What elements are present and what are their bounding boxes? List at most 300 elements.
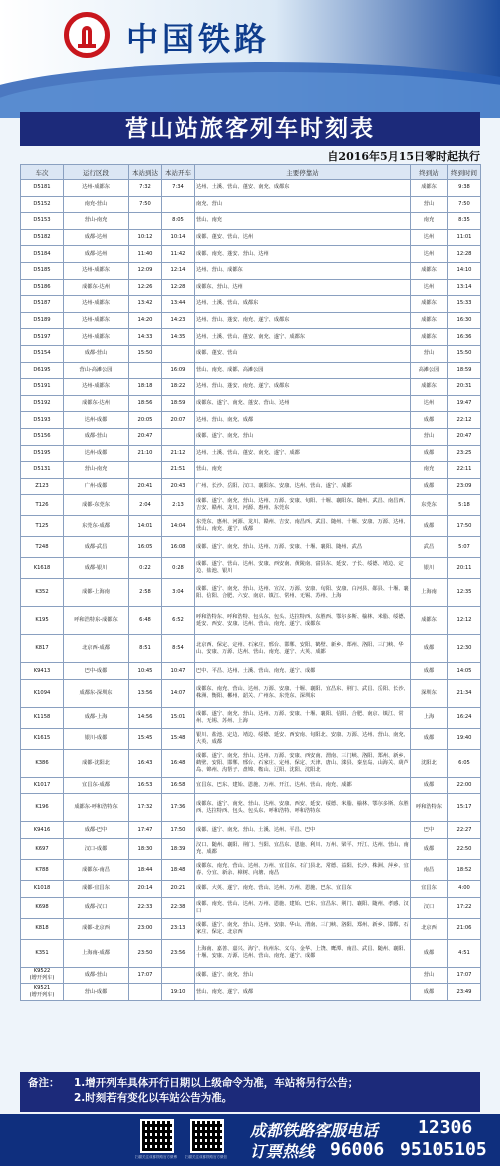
table-row: [21, 537, 481, 558]
terminal-time-cell: 22:12: [448, 412, 481, 429]
route-cell: 成都-上海: [64, 707, 129, 728]
departure-time-cell: 23:13: [162, 918, 195, 939]
route-cell: 成都-汉口: [64, 897, 129, 918]
train-number-cell: K697: [21, 839, 64, 860]
terminal-time-cell: 22:11: [448, 462, 481, 479]
route-cell: 南充-营山: [64, 196, 129, 213]
route-cell: 成都-巴中: [64, 822, 129, 839]
stops-cell: 呼和浩特东、呼和浩特、包头东、包头、达拉特西、东胜西、鄂尔多斯、榆林、米脂、绥德、延安、西安、安康、达州、营山、南充、遂宁、成都东: [195, 607, 411, 635]
departure-time-cell: 18:39: [162, 839, 195, 860]
stops-cell: 成都、遂宁、南充、营山、土溪、达州、平昌、巴中: [195, 822, 411, 839]
phone-number: 12306: [418, 1117, 473, 1138]
terminal-time-cell: 12:12: [448, 607, 481, 635]
departure-time-cell: 17:36: [162, 794, 195, 822]
departure-time-cell: 10:14: [162, 229, 195, 246]
terminal-cell: 成都: [411, 445, 448, 462]
table-row: [21, 558, 481, 579]
terminal-cell: 营山: [411, 967, 448, 984]
table-row: [21, 213, 481, 230]
stops-cell: 达州、土溪、营山、蓬安、南充、遂宁、成都东: [195, 329, 411, 346]
train-number-cell: D5131: [21, 462, 64, 479]
stops-cell: 成都、遂宁、南充、营山: [195, 967, 411, 984]
route-cell: 成都-营山: [64, 967, 129, 984]
train-number-cell: K1094: [21, 679, 64, 707]
route-cell: 达州-成都东: [64, 180, 129, 197]
arrival-time-cell: 21:10: [129, 445, 162, 462]
stops-cell: 成都、遂宁、南充、营山、达州、万源、安康、旬阳、十堰、襄阳东、随州、武昌、南昌西、吉安、赣州、龙川、河源、惠州、东莞东: [195, 495, 411, 516]
table-row: [21, 362, 481, 379]
route-cell: 呼和浩特东-成都东: [64, 607, 129, 635]
arrival-time-cell: 2:04: [129, 495, 162, 516]
terminal-time-cell: 23:49: [448, 984, 481, 1001]
stops-cell: 宜昌东、巴东、建始、恩施、万州、开江、达州、营山、南充、成都: [195, 777, 411, 794]
train-number-cell: D5154: [21, 345, 64, 362]
terminal-time-cell: 5:07: [448, 537, 481, 558]
table-row: [21, 679, 481, 707]
stops-cell: 成都、南充、营山、达州、万州、恩施、建始、巴东、宜昌东、荆门、襄阳、随州、孝感、汉口: [195, 897, 411, 918]
table-row: [21, 462, 481, 479]
arrival-time-cell: 15:45: [129, 728, 162, 749]
hotline-label: 成都铁路客服电话: [250, 1121, 379, 1140]
column-header: 运行区段: [64, 165, 129, 180]
stops-cell: 营山、南充、成都、高滩公园: [195, 362, 411, 379]
table-row: [21, 395, 481, 412]
stops-cell: 达州、土溪、营山、蓬安、南充、遂宁、成都: [195, 445, 411, 462]
stops-cell: 达州、土溪、营山、成都东: [195, 296, 411, 313]
arrival-time-cell: 23:50: [129, 939, 162, 967]
route-cell: 成都-银川: [64, 558, 129, 579]
arrival-time-cell: 17:07: [129, 967, 162, 984]
terminal-cell: 沈阳北: [411, 749, 448, 777]
departure-time-cell: 21:12: [162, 445, 195, 462]
arrival-time-cell: 14:56: [129, 707, 162, 728]
stops-cell: 银川、盐池、定边、靖边、绥德、延安、西安南、旬阳北、安康、万源、达州、营山、南充、大英、成都: [195, 728, 411, 749]
train-number-cell: D5191: [21, 379, 64, 396]
terminal-cell: 达州: [411, 246, 448, 263]
route-cell: 成都-达州: [64, 246, 129, 263]
train-number-cell: T126: [21, 495, 64, 516]
page-title: 营山站旅客列车时刻表: [20, 112, 480, 146]
route-cell: 巴中-成都: [64, 663, 129, 680]
arrival-time-cell: 20:14: [129, 881, 162, 898]
terminal-cell: 高滩公园: [411, 362, 448, 379]
departure-time-cell: 20:21: [162, 881, 195, 898]
terminal-time-cell: 4:00: [448, 881, 481, 898]
route-cell: 达州-成都东: [64, 312, 129, 329]
route-cell: 达州-成都东: [64, 262, 129, 279]
arrival-time-cell: 16:53: [129, 777, 162, 794]
arrival-time-cell: [129, 984, 162, 1001]
qr-code-icon[interactable]: [190, 1119, 224, 1153]
terminal-time-cell: 19:47: [448, 395, 481, 412]
departure-time-cell: 15:01: [162, 707, 195, 728]
arrival-time-cell: 14:01: [129, 516, 162, 537]
departure-time-cell: 14:23: [162, 312, 195, 329]
departure-time-cell: 20:43: [162, 478, 195, 495]
stops-cell: 成都、遂宁、南充、营山、达州、宣汉、万源、安康、旬阳、安康、白河县、郧县、十堰、襄阳、信阳、合肥、六安、南京、镇江、常州、无锡、苏州、上海: [195, 579, 411, 607]
terminal-cell: 南充: [411, 462, 448, 479]
terminal-cell: 成都: [411, 839, 448, 860]
stops-cell: 达州、营山、蓬安、南充、遂宁、成都东: [195, 379, 411, 396]
departure-time-cell: 16:48: [162, 749, 195, 777]
departure-time-cell: 8:54: [162, 635, 195, 663]
route-cell: 达州-成都东: [64, 296, 129, 313]
column-header: 本站开车: [162, 165, 195, 180]
table-row: [21, 881, 481, 898]
departure-time-cell: 19:10: [162, 984, 195, 1001]
route-cell: 营山-南充: [64, 213, 129, 230]
qr-code-icon[interactable]: [140, 1119, 174, 1153]
train-number-cell: D6195: [21, 362, 64, 379]
stops-cell: 南充、营山: [195, 196, 411, 213]
arrival-time-cell: 18:30: [129, 839, 162, 860]
route-cell: 营山-高滩公园: [64, 362, 129, 379]
terminal-time-cell: 15:33: [448, 296, 481, 313]
train-number-cell: D5192: [21, 395, 64, 412]
terminal-cell: 北京西: [411, 918, 448, 939]
terminal-time-cell: 20:31: [448, 379, 481, 396]
notes-label: 备注：: [28, 1077, 60, 1089]
departure-time-cell: 6:52: [162, 607, 195, 635]
terminal-cell: 成都: [411, 516, 448, 537]
route-cell: 成都-沈阳北: [64, 749, 129, 777]
table-row: [21, 728, 481, 749]
table-row: [21, 262, 481, 279]
route-cell: 成都东-达州: [64, 395, 129, 412]
terminal-cell: 汉口: [411, 897, 448, 918]
terminal-time-cell: 20:11: [448, 558, 481, 579]
departure-time-cell: [162, 345, 195, 362]
terminal-time-cell: 12:30: [448, 635, 481, 663]
departure-time-cell: [162, 967, 195, 984]
departure-time-cell: 14:35: [162, 329, 195, 346]
train-number-cell: D5193: [21, 412, 64, 429]
column-header: 终到时间: [448, 165, 481, 180]
arrival-time-cell: 7:50: [129, 196, 162, 213]
departure-time-cell: 7:34: [162, 180, 195, 197]
route-cell: 汉口-成都: [64, 839, 129, 860]
route-cell: 成都-上海南: [64, 579, 129, 607]
terminal-time-cell: 16:30: [448, 312, 481, 329]
table-row: [21, 495, 481, 516]
table-row: [21, 180, 481, 197]
terminal-cell: 南昌: [411, 860, 448, 881]
table-row: [21, 428, 481, 445]
table-row: [21, 839, 481, 860]
departure-time-cell: 22:38: [162, 897, 195, 918]
terminal-time-cell: 9:38: [448, 180, 481, 197]
terminal-time-cell: 7:50: [448, 196, 481, 213]
terminal-cell: 巴中: [411, 822, 448, 839]
table-row: [21, 635, 481, 663]
terminal-cell: 成都: [411, 663, 448, 680]
stops-cell: 成都东、南充、营山、达州、万州、宜昌东、石门县北、常德、益阳、长沙、株洲、萍乡、宜春、分宜、新余、樟树、向塘、南昌: [195, 860, 411, 881]
china-railway-logo-icon: [64, 12, 110, 58]
arrival-time-cell: 14:20: [129, 312, 162, 329]
header-banner: [0, 0, 500, 118]
stops-cell: 成都、遂宁、南充、营山、达州、万源、安康、十堰、襄阳、随州、武昌: [195, 537, 411, 558]
departure-time-cell: 12:28: [162, 279, 195, 296]
timetable: [20, 164, 481, 1001]
table-row: [21, 296, 481, 313]
terminal-cell: 成都东: [411, 329, 448, 346]
terminal-cell: 成都: [411, 635, 448, 663]
qr-caption: 扫描关注成都铁路官方微博: [135, 1155, 177, 1159]
train-number-cell: D5185: [21, 262, 64, 279]
column-header: 车次: [21, 165, 64, 180]
terminal-cell: 成都东: [411, 607, 448, 635]
terminal-time-cell: 16:36: [448, 329, 481, 346]
effective-date: 自2016年5月15日零时起执行: [327, 150, 480, 163]
route-cell: 成都-宜昌东: [64, 881, 129, 898]
train-number-cell: D5153: [21, 213, 64, 230]
column-header: 本站到达: [129, 165, 162, 180]
stops-cell: 北京西、保定、定州、石家庄、邢台、邯郸、安阳、鹤壁、新乡、郑州、洛阳、三门峡、华山、安康、万源、达州、营山、南充、遂宁、大英、成都: [195, 635, 411, 663]
stops-cell: 巴中、平昌、达州、土溪、营山、南充、遂宁、成都: [195, 663, 411, 680]
terminal-time-cell: 6:05: [448, 749, 481, 777]
train-number-cell: K1018: [21, 881, 64, 898]
train-number-cell: K817: [21, 635, 64, 663]
stops-cell: 达州、营山、南充、成都: [195, 412, 411, 429]
route-cell: 成都东-深圳东: [64, 679, 129, 707]
terminal-time-cell: 16:24: [448, 707, 481, 728]
arrival-time-cell: [129, 462, 162, 479]
stops-cell: 东莞东、惠州、河源、龙川、赣州、吉安、南昌西、武昌、随州、十堰、安康、万源、达州、营山、南充、遂宁、成都: [195, 516, 411, 537]
route-cell: 营山-成都: [64, 984, 129, 1001]
terminal-cell: 上海南: [411, 579, 448, 607]
terminal-cell: 呼和浩特东: [411, 794, 448, 822]
arrival-time-cell: 22:33: [129, 897, 162, 918]
stops-cell: 成都、蓬安、营山: [195, 345, 411, 362]
arrival-time-cell: 10:45: [129, 663, 162, 680]
terminal-time-cell: 19:40: [448, 728, 481, 749]
route-cell: 成都-东莞东: [64, 495, 129, 516]
table-row: [21, 478, 481, 495]
table-row: [21, 918, 481, 939]
train-number-cell: K351: [21, 939, 64, 967]
stops-cell: 成都东、遂宁、南充、蓬安、营山、达州: [195, 395, 411, 412]
arrival-time-cell: 7:32: [129, 180, 162, 197]
table-row: [21, 329, 481, 346]
table-row: [21, 246, 481, 263]
terminal-time-cell: 4:51: [448, 939, 481, 967]
terminal-cell: 武昌: [411, 537, 448, 558]
terminal-time-cell: 20:47: [448, 428, 481, 445]
table-row: [21, 279, 481, 296]
route-cell: 成都东-达州: [64, 279, 129, 296]
departure-time-cell: 18:48: [162, 860, 195, 881]
departure-time-cell: 2:13: [162, 495, 195, 516]
train-number-cell: K1158: [21, 707, 64, 728]
stops-cell: 达州、土溪、营山、蓬安、南充、成都东: [195, 180, 411, 197]
departure-time-cell: 8:05: [162, 213, 195, 230]
table-row: [21, 445, 481, 462]
train-number-cell: D5187: [21, 296, 64, 313]
terminal-time-cell: 15:50: [448, 345, 481, 362]
terminal-cell: 宜昌东: [411, 881, 448, 898]
timetable-body: [21, 180, 481, 1001]
arrival-time-cell: 16:05: [129, 537, 162, 558]
table-row: [21, 607, 481, 635]
table-row: [21, 707, 481, 728]
departure-time-cell: [162, 428, 195, 445]
terminal-time-cell: 14:10: [448, 262, 481, 279]
table-row: [21, 897, 481, 918]
train-number-cell: K196: [21, 794, 64, 822]
train-number-cell: D5182: [21, 229, 64, 246]
arrival-time-cell: 10:12: [129, 229, 162, 246]
stops-cell: 成都、南充、蓬安、营山、达州: [195, 246, 411, 263]
arrival-time-cell: 23:00: [129, 918, 162, 939]
terminal-time-cell: 11:01: [448, 229, 481, 246]
terminal-time-cell: 21:06: [448, 918, 481, 939]
departure-time-cell: 23:56: [162, 939, 195, 967]
stops-cell: 成都东、营山、达州: [195, 279, 411, 296]
train-number-cell: T248: [21, 537, 64, 558]
arrival-time-cell: 20:47: [129, 428, 162, 445]
terminal-cell: 成都: [411, 412, 448, 429]
arrival-time-cell: 12:09: [129, 262, 162, 279]
arrival-time-cell: 16:43: [129, 749, 162, 777]
table-row: [21, 794, 481, 822]
route-cell: 东莞东-成都: [64, 516, 129, 537]
stops-cell: 营山、南充: [195, 462, 411, 479]
arrival-time-cell: 17:32: [129, 794, 162, 822]
terminal-time-cell: 23:09: [448, 478, 481, 495]
arrival-time-cell: 14:33: [129, 329, 162, 346]
table-row: [21, 663, 481, 680]
route-cell: 达州-成都东: [64, 379, 129, 396]
route-cell: 达州-成都: [64, 445, 129, 462]
terminal-cell: 成都东: [411, 379, 448, 396]
table-row: [21, 412, 481, 429]
stops-cell: 成都、遂宁、南充、营山、达州、万源、安康、十堰、襄阳、信阳、合肥、南京、镇江、常州、无锡、苏州、上海: [195, 707, 411, 728]
stops-cell: 汉口、随州、襄阳、荆门、当阳、宜昌东、恩施、利川、万州、梁平、开江、达州、营山、南充、成都: [195, 839, 411, 860]
train-number-cell: D5189: [21, 312, 64, 329]
terminal-cell: 成都东: [411, 312, 448, 329]
table-row: [21, 579, 481, 607]
stops-cell: 成都、大英、遂宁、南充、营山、达州、万州、恩施、巴东、宜昌东: [195, 881, 411, 898]
train-number-cell: K1618: [21, 558, 64, 579]
route-cell: 成都-北京西: [64, 918, 129, 939]
terminal-time-cell: 13:14: [448, 279, 481, 296]
terminal-time-cell: 12:28: [448, 246, 481, 263]
departure-time-cell: 18:59: [162, 395, 195, 412]
brand-title: 中国铁路: [126, 20, 271, 58]
stops-cell: 成都东、南充、营山、达州、万源、安康、十堰、襄阳、宜昌东、荆门、武昌、岳阳、长沙、株洲、衡阳、郴州、韶关、广州东、东莞东、深圳东: [195, 679, 411, 707]
departure-time-cell: 16:58: [162, 777, 195, 794]
terminal-cell: 成都: [411, 728, 448, 749]
table-row: [21, 749, 481, 777]
qr-caption: 扫描关注成都铁路官方微信: [185, 1155, 227, 1159]
arrival-time-cell: 13:42: [129, 296, 162, 313]
arrival-time-cell: 13:56: [129, 679, 162, 707]
arrival-time-cell: 17:47: [129, 822, 162, 839]
route-cell: 达州-成都: [64, 412, 129, 429]
departure-time-cell: 15:48: [162, 728, 195, 749]
table-row: [21, 984, 481, 1001]
departure-time-cell: 10:47: [162, 663, 195, 680]
departure-time-cell: 16:08: [162, 537, 195, 558]
route-cell: 成都-达州: [64, 229, 129, 246]
terminal-cell: 深圳东: [411, 679, 448, 707]
terminal-time-cell: 23:25: [448, 445, 481, 462]
stops-cell: 成都东、遂宁、南充、营山、达州、安康、西安、延安、绥德、米脂、榆林、鄂尔多斯、东胜西、达拉特西、包头、包头东、呼和浩特、呼和浩特东: [195, 794, 411, 822]
train-number-cell: K818: [21, 918, 64, 939]
terminal-time-cell: 21:34: [448, 679, 481, 707]
terminal-cell: 达州: [411, 395, 448, 412]
arrival-time-cell: 18:44: [129, 860, 162, 881]
train-number-cell: D5186: [21, 279, 64, 296]
departure-time-cell: 12:14: [162, 262, 195, 279]
train-number-cell: D5197: [21, 329, 64, 346]
arrival-time-cell: 6:48: [129, 607, 162, 635]
arrival-time-cell: 2:58: [129, 579, 162, 607]
stops-cell: 成都、遂宁、南充、营山、达州、万源、安康、西安南、渭南、三门峡、洛阳、郑州、新乡、鹤壁、安阳、邯郸、邢台、石家庄、定州、保定、天津、唐山、滦县、秦皇岛、山海关、葫芦岛、锦州、沟帮子、盘锦、鞍山、辽阳、沈阳、沈阳北: [195, 749, 411, 777]
terminal-time-cell: 14:05: [448, 663, 481, 680]
departure-time-cell: 0:28: [162, 558, 195, 579]
route-cell: 成都-营山: [64, 428, 129, 445]
train-number-cell: T125: [21, 516, 64, 537]
table-row: [21, 379, 481, 396]
departure-time-cell: 13:44: [162, 296, 195, 313]
table-row: [21, 345, 481, 362]
note-line: 1.增开列车具体开行日期以上级命令为准，车站将另行公告；: [74, 1077, 359, 1089]
departure-time-cell: 11:42: [162, 246, 195, 263]
column-header: 终到站: [411, 165, 448, 180]
terminal-time-cell: 5:18: [448, 495, 481, 516]
phone-number: 96006: [330, 1139, 385, 1160]
stops-cell: 营山、南充: [195, 213, 411, 230]
arrival-time-cell: [129, 362, 162, 379]
train-number-cell: K9522 (增开列车): [21, 967, 64, 984]
table-row: [21, 516, 481, 537]
departure-time-cell: 16:09: [162, 362, 195, 379]
arrival-time-cell: 12:26: [129, 279, 162, 296]
route-cell: 营山-南充: [64, 462, 129, 479]
phone-number: 95105105: [400, 1139, 487, 1160]
arrival-time-cell: [129, 213, 162, 230]
terminal-time-cell: 12:35: [448, 579, 481, 607]
departure-time-cell: [162, 196, 195, 213]
train-number-cell: K195: [21, 607, 64, 635]
terminal-time-cell: 18:52: [448, 860, 481, 881]
table-row: [21, 860, 481, 881]
table-row: [21, 312, 481, 329]
route-cell: 成都-武昌: [64, 537, 129, 558]
route-cell: 成都东-呼和浩特东: [64, 794, 129, 822]
terminal-cell: 营山: [411, 428, 448, 445]
train-number-cell: D5156: [21, 428, 64, 445]
stops-cell: 达州、营山、成都东: [195, 262, 411, 279]
table-row: [21, 229, 481, 246]
terminal-cell: 成都: [411, 984, 448, 1001]
stops-cell: 成都、遂宁、营山、达州、安康、西安南、黄陵南、富县东、延安、子长、绥德、靖边、定边、盐池、银川: [195, 558, 411, 579]
train-number-cell: D5152: [21, 196, 64, 213]
terminal-time-cell: 18:59: [448, 362, 481, 379]
departure-time-cell: 20:07: [162, 412, 195, 429]
table-row: [21, 939, 481, 967]
departure-time-cell: 14:07: [162, 679, 195, 707]
footer: [0, 1114, 500, 1166]
terminal-cell: 上海: [411, 707, 448, 728]
table-row: [21, 196, 481, 213]
arrival-time-cell: 11:40: [129, 246, 162, 263]
train-number-cell: K9416: [21, 822, 64, 839]
terminal-cell: 东莞东: [411, 495, 448, 516]
train-number-cell: K1615: [21, 728, 64, 749]
table-row: [21, 967, 481, 984]
